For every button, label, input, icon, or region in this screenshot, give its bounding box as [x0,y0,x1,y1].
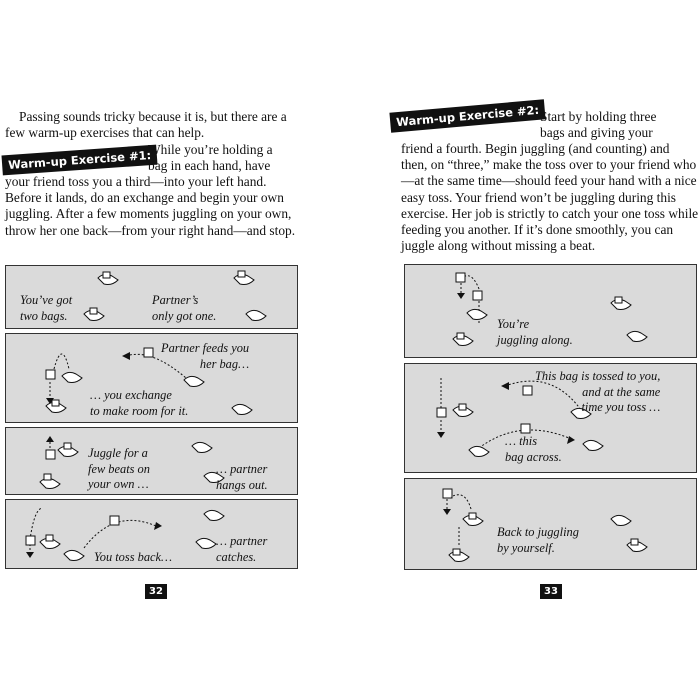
arrow-down-icon [437,432,445,438]
panel-2-caption-2: … you exchange to make room for it. [90,388,189,418]
bag-icon [437,408,446,417]
comic-panel-1 [5,265,298,329]
hand-icon [453,404,473,417]
page-number-right: 33 [540,584,562,599]
hand-icon [204,510,224,520]
hand-icon [627,539,647,552]
comic-panel-3 [5,427,298,495]
juggle-arc [451,495,471,509]
arrow-left-icon [122,352,130,360]
intro-paragraph: Passing sounds tricky because it is, but there are a few warm-up exercises that can help. [5,109,287,141]
panel-1-caption-2: Partner’s only got one. [152,293,217,323]
hand-icon [469,446,489,456]
arrow-down-icon [26,552,34,558]
hand-icon [611,515,631,525]
hand-icon [232,404,252,414]
panel-2-caption-1: Partner feeds you her bag… [161,341,250,371]
bag-icon [110,516,119,525]
hand-icon [234,271,254,285]
exercise-1-line-b: bag in each hand, have [148,158,271,173]
panel-6-caption-2: … this bag across. [505,434,562,464]
bag-icon [456,273,465,282]
comic-panel-5 [404,264,697,358]
hand-icon [192,442,212,452]
panel-5-caption-1: You’re juggling along. [497,317,573,347]
arrow-up-icon [46,436,54,442]
panel-4-caption-2: … partner catches. [216,534,268,564]
hand-icon [246,310,266,320]
arrow-right-icon [567,436,575,444]
hand-icon [58,443,78,457]
panel-6-caption-1: This bag is tossed to you, and at the same time you toss … [535,369,661,414]
hand-icon [611,297,631,310]
exercise-2-line-a: Start by holding three [540,109,657,124]
toss-arc [54,354,69,369]
hand-icon [627,331,647,341]
hand-icon [449,549,469,562]
bag-icon [443,489,452,498]
hand-icon [40,474,60,489]
bag-icon [26,536,35,545]
bag-icon [46,370,55,379]
toss-back-arc [84,520,156,548]
comic-panel-7 [404,478,697,570]
page-number-left: 32 [145,584,167,599]
exercise-2-label: Warm-up Exercise #2: [389,99,545,132]
panel-3-caption-2: … partner hangs out. [216,462,268,492]
bag-icon [144,348,153,357]
exercise-1-label: Warm-up Exercise #1: [1,145,157,176]
hand-icon [467,309,487,319]
hand-icon [463,513,483,526]
exercise-2-paragraph: friend a fourth. Begin juggling (and counting) and then, on “three,” make the toss over to your friend who—at the same time—should feed your hand with a nice easy toss. Your friend won’t be juggling during this exercise. Her job is strictly to catch your one toss while feeding you another. If it’s done smoothly, you can juggle along without missing a beat. [401,141,699,254]
comic-panel-2 [5,333,298,423]
right-page [350,0,700,700]
hand-icon [196,538,216,548]
panel-7-caption-1: Back to juggling by yourself. [497,525,579,555]
toss-arc [30,508,42,540]
hand-icon [184,376,204,386]
hand-icon [62,372,82,382]
bag-icon [521,424,530,433]
exercise-1-paragraph: your friend toss you a third—into your left hand. Before it lands, do an exchange and begin your own juggling. After a few moments juggling on your own, throw her one back—from your right hand—and stop. [5,174,296,238]
arrow-right-icon [154,522,162,530]
hand-icon [64,550,84,560]
panel-3-caption-1: Juggle for a few beats on your own … [88,446,150,491]
bag-icon [46,450,55,459]
bag-icon [523,386,532,395]
arrow-down-icon [457,293,465,299]
panel-1-caption-1: You’ve got two bags. [20,293,73,323]
arrow-left-icon [501,382,509,390]
exercise-2-line-b: bags and giving your [540,125,653,140]
bag-icon [473,291,482,300]
panel-4-caption-1: You toss back… [94,550,173,564]
hand-icon [583,440,603,450]
comic-panel-4 [5,499,298,569]
hand-icon [98,272,118,285]
hand-icon [40,535,60,549]
comic-panel-6 [404,363,697,473]
hand-icon [84,308,104,321]
exercise-1-line-a: While you’re holding a [148,142,273,157]
arrow-down-icon [443,509,451,515]
hand-icon [453,333,473,346]
